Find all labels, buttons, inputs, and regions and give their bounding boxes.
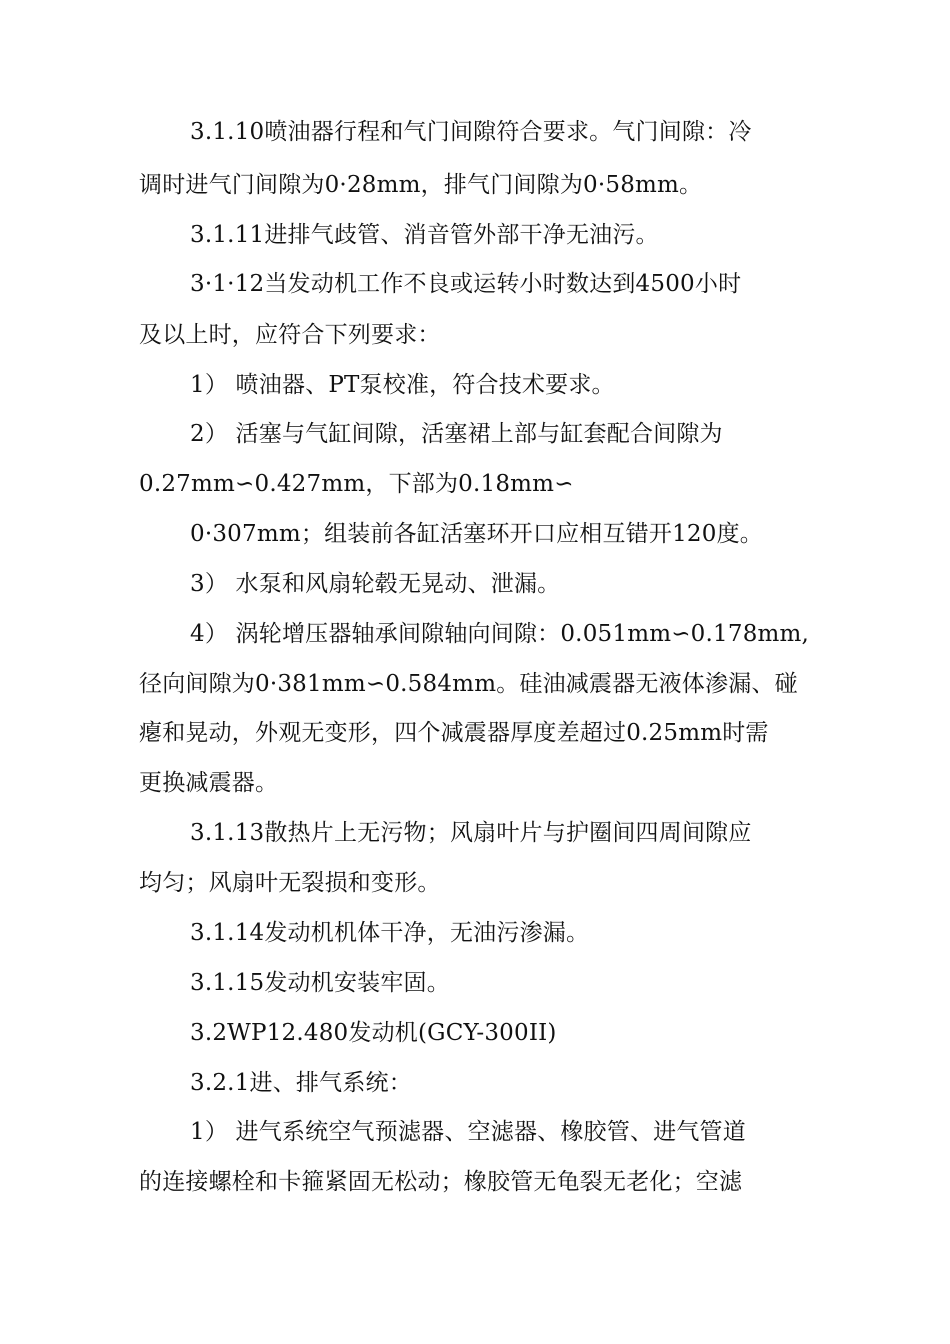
text-line: 0.27mm∽0.427mm，下部为0.18mm∽: [139, 471, 574, 497]
text-line: 的连接螺栓和卡箍紧固无松动；橡胶管无龟裂无老化；空滤: [139, 1169, 743, 1195]
text-line: 3.1.11进排气歧管、消音管外部干净无油污。: [190, 222, 659, 248]
text-line: 均匀；风扇叶无裂损和变形。: [139, 870, 441, 896]
text-line: 3.1.15发动机安装牢固。: [190, 970, 450, 996]
text-line: 径向间隙为0·381mm∽0.584mm。硅油减震器无液体渗漏、碰: [139, 671, 798, 697]
text-line: 1） 进气系统空气预滤器、空滤器、橡胶管、进气管道: [190, 1119, 746, 1145]
text-line: 及以上时，应符合下列要求：: [139, 322, 441, 348]
text-line: 3.1.14发动机机体干净，无油污渗漏。: [190, 920, 590, 946]
text-line: 3·1·12当发动机工作不良或运转小时数达到4500小时: [190, 271, 742, 297]
text-line: 更换减震器。: [139, 770, 279, 796]
text-line: 1） 喷油器、PT泵校准，符合技术要求。: [190, 372, 615, 398]
text-line: 3.1.13散热片上无污物；风扇叶片与护圈间四周间隙应: [190, 820, 752, 846]
text-line: 瘪和晃动，外观无变形，四个减震器厚度差超过0.25mm时需: [139, 720, 769, 746]
text-line: 0·307mm；组装前各缸活塞环开口应相互错开120度。: [190, 521, 763, 547]
text-line: 3） 水泵和风扇轮毂无晃动、泄漏。: [190, 571, 561, 597]
text-line: 3.1.10喷油器行程和气门间隙符合要求。气门间隙：冷: [190, 119, 752, 145]
text-line: 3.2WP12.480发动机(GCY-300II): [190, 1020, 557, 1046]
text-line: 3.2.1进、排气系统：: [190, 1070, 412, 1096]
text-line: 调时进气门间隙为0·28mm，排气门间隙为0·58mm。: [139, 172, 703, 198]
text-line: 2） 活塞与气缸间隙，活塞裙上部与缸套配合间隙为: [190, 421, 723, 447]
text-line: 4） 涡轮增压器轴承间隙轴向间隙：0.051mm∽0.178mm,: [190, 621, 810, 647]
